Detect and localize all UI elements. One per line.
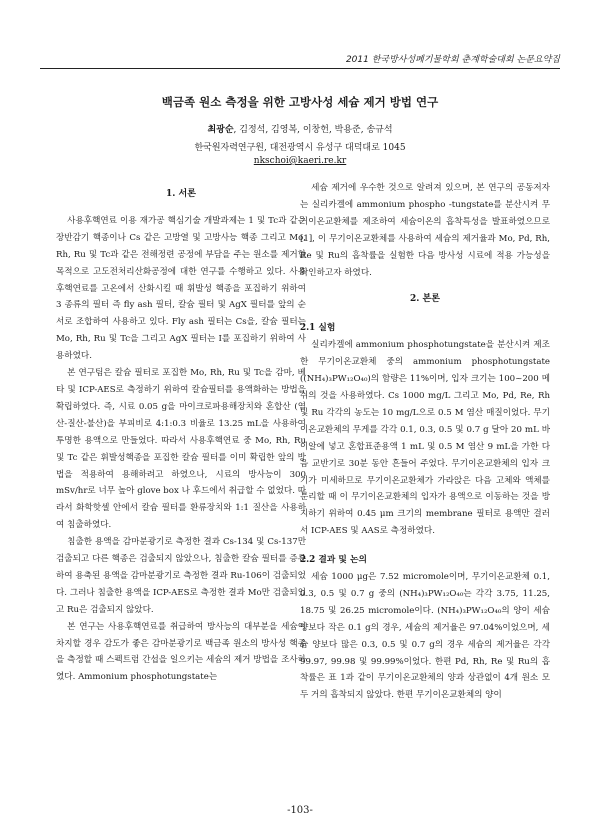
authors [0,122,600,135]
intro-paragraph-1: 사용후핵연료 이용 재가공 핵심기술 개발과제는 1 및 Tc과 같은 장반감기 핵종이나 Cs 같은 고방열 및 고방사능 핵종 그리고 Mo, Rh, Ru 및 Tc과 같은 전해정련 공정에 부담을 주는 원소를 제거할 목적으로 고도전처리산화공정에 대한 연구를 수행하고 있다. 사용후핵연료를 고온에서 산화시킬 때 휘발성 핵종을 포집하기 위하여 3 종류의 필터 즉 fly ash 필터, 칼슘 필터 및 AgX 필터를 앞의 순서로 조합하여 사용하고 있다. Fly ash 필터는 Cs을, 칼슘 필터는 Mo, Rh, Ru 및 Tc을 그리고 AgX 필터는 I를 포집하기 위하여 사용하였다. [56,215,306,362]
email: nkschoi@kaeri.re.kr [253,156,347,166]
intro-paragraph-cont: 세슘 제거에 우수한 것으로 알려져 있으며, 본 연구의 공동저자는 실리카겔에 ammonium phospho -tungstate를 분산시켜 무기이온교환체를 제조하여 세슘이온의 흡착특성을 발표하였으므로[1], 이 무기이온교환체를 사용하여 세슘의 제거율과 Mo, Pd, Rh, Re 및 Ru의 흡착률을 실험한 다음 방사성 시료에 적용 가능성을 확인하고자 하였다. [300,183,550,278]
subsection-experiment: 2.1 실험 [300,323,336,334]
results-paragraph: 세슘 1000 μg은 7.52 micromole이며, 무기이온교환체 0.1, 0.3, 0.5 및 0.7 g 중의 (NH₄)₃PW₁₂O₄₀는 각각 3.75, 11.25, 18.75 및 26.25 micromole이다. (NH₄)₃PW₁₂O₄₀의 양이 세슘 양보다 작은 0.1 g의 경우, 세슘의 제거율은 97.04%이었으며, 세슘 양보다 많은 0.3, 0.5 및 0.7 g의 경우 세슘의 제거율은 각각 99.97, 99.98 및 99.99%이었다. 한편 Pd, Rh, Re 및 Ru의 흡착률은 표 1과 같이 무기이온교환체의 양과 상관없이 4개 원소 모두 거의 흡착되지 않았다. 한편 무기이온교환체의 양이 [300,572,550,701]
left-column [56,176,306,686]
page-number: -103- [287,805,313,816]
section-heading-body: 2. 본론 [410,294,440,305]
intro-paragraph-4: 본 연구는 사용후핵연료를 취급하여 방사능의 대부분을 세슘이 차지할 경우 감도가 좋은 감마분광기로 백금족 원소의 방사성 핵종을 측정할 때 스펙트럼 간섭을 일으키는 세슘의 제거 방법을 조사하였다. Ammonium phosphotungstate는 [56,621,306,683]
lead-author: 최광순 [207,125,234,135]
co-authors: , 김정석, 김영복, 이창헌, 박용준, 송규석 [233,125,393,135]
section-heading-intro: 1. 서론 [166,189,196,199]
intro-paragraph-2: 본 연구팀은 칼슘 필터로 포집한 Mo, Rh, Ru 및 Tc을 감마, 베타 및 ICP-AES로 측정하기 위하여 칼슘필터를 용액화하는 방법을 확립하였다. 즉, 시료 0.05 g을 마이크로파용해장치와 혼합산 (염산-질산-불산)을 부피비로 4:1:0.3 비율로 13.25 mL을 사용하여 투명한 용액으로 만들었다. 따라서 사용후핵연료 중 Mo, Rh, Ru 및 Tc 같은 휘발성핵종을 포집한 칼슘 필터를 이미 확립한 앞의 방법을 적용하여 용해하려고 하였으나, 시료의 방사능이 300 mSv/hr로 너무 높아 glove box 나 후드에서 취급할 수 없었다. 따라서 화학핫셀 안에서 칼슘 필터를 환류장치와 1:1 질산을 사용하여 침출하였다. [56,368,306,531]
header-rule [40,68,560,69]
intro-paragraph-3: 침출한 용액을 감마분광기로 측정한 결과 Cs-134 및 Cs-137만 검출되고 다른 핵종은 검출되지 않았으나, 침출한 칼슘 필터를 증류하여 용축된 용액을 감마분광기로 측정한 결과 Ru-106이 검출되었다. 그러나 침출한 용액을 ICP-AES로 측정한 결과 Mo만 검출되었고 Ru은 검출되지 않았다. [56,537,306,615]
subsection-results: 2.2 결과 및 논의 [300,555,367,566]
conference-header: 2011 한국방사성폐기물학회 춘계학술대회 논문요약집 [345,55,560,65]
right-column [300,180,550,704]
experiment-paragraph: 실리카겔에 ammonium phosphotungstate을 분산시켜 제조한 무기이온교환체 중의 ammonium phosphotungstate ((NH₄)₃PW₁₂O₄₀)의 함량은 11%이며, 입자 크기는 100~200 메쉬의 것을 사용하였다. Cs 1000 mg/L 그리고 Mo, Pd, Re, Rh 및 Ru 각각의 농도는 10 mg/L으로 0.5 M 염산 매질이었다. 무기이온교환체의 무게를 각각 0.1, 0.3, 0.5 및 0.7 g 달아 20 mL 바이알에 넣고 혼합표준용액 1 mL 및 0.5 M 염산 9 mL을 가한 다음 교반기로 30분 동안 흔들어 주었다. 무기이온교환체의 입자 크기가 미세하므로 무기이온교환체가 가라앉은 다음 고체와 액체를 분리할 때 이 무기이온교환체의 입자가 용액으로 이동하는 것을 방지하기 위하여 0.45 μm 크기의 membrane 필터로 용액만 걸러서 ICP-AES 및 AAS로 측정하였다. [300,340,550,537]
affiliation: 한국원자력연구원, 대전광역시 유성구 대덕대로 1045 [194,143,406,153]
paper-title: 백금족 원소 측정을 위한 고방사성 세슘 제거 방법 연구 [161,95,439,109]
